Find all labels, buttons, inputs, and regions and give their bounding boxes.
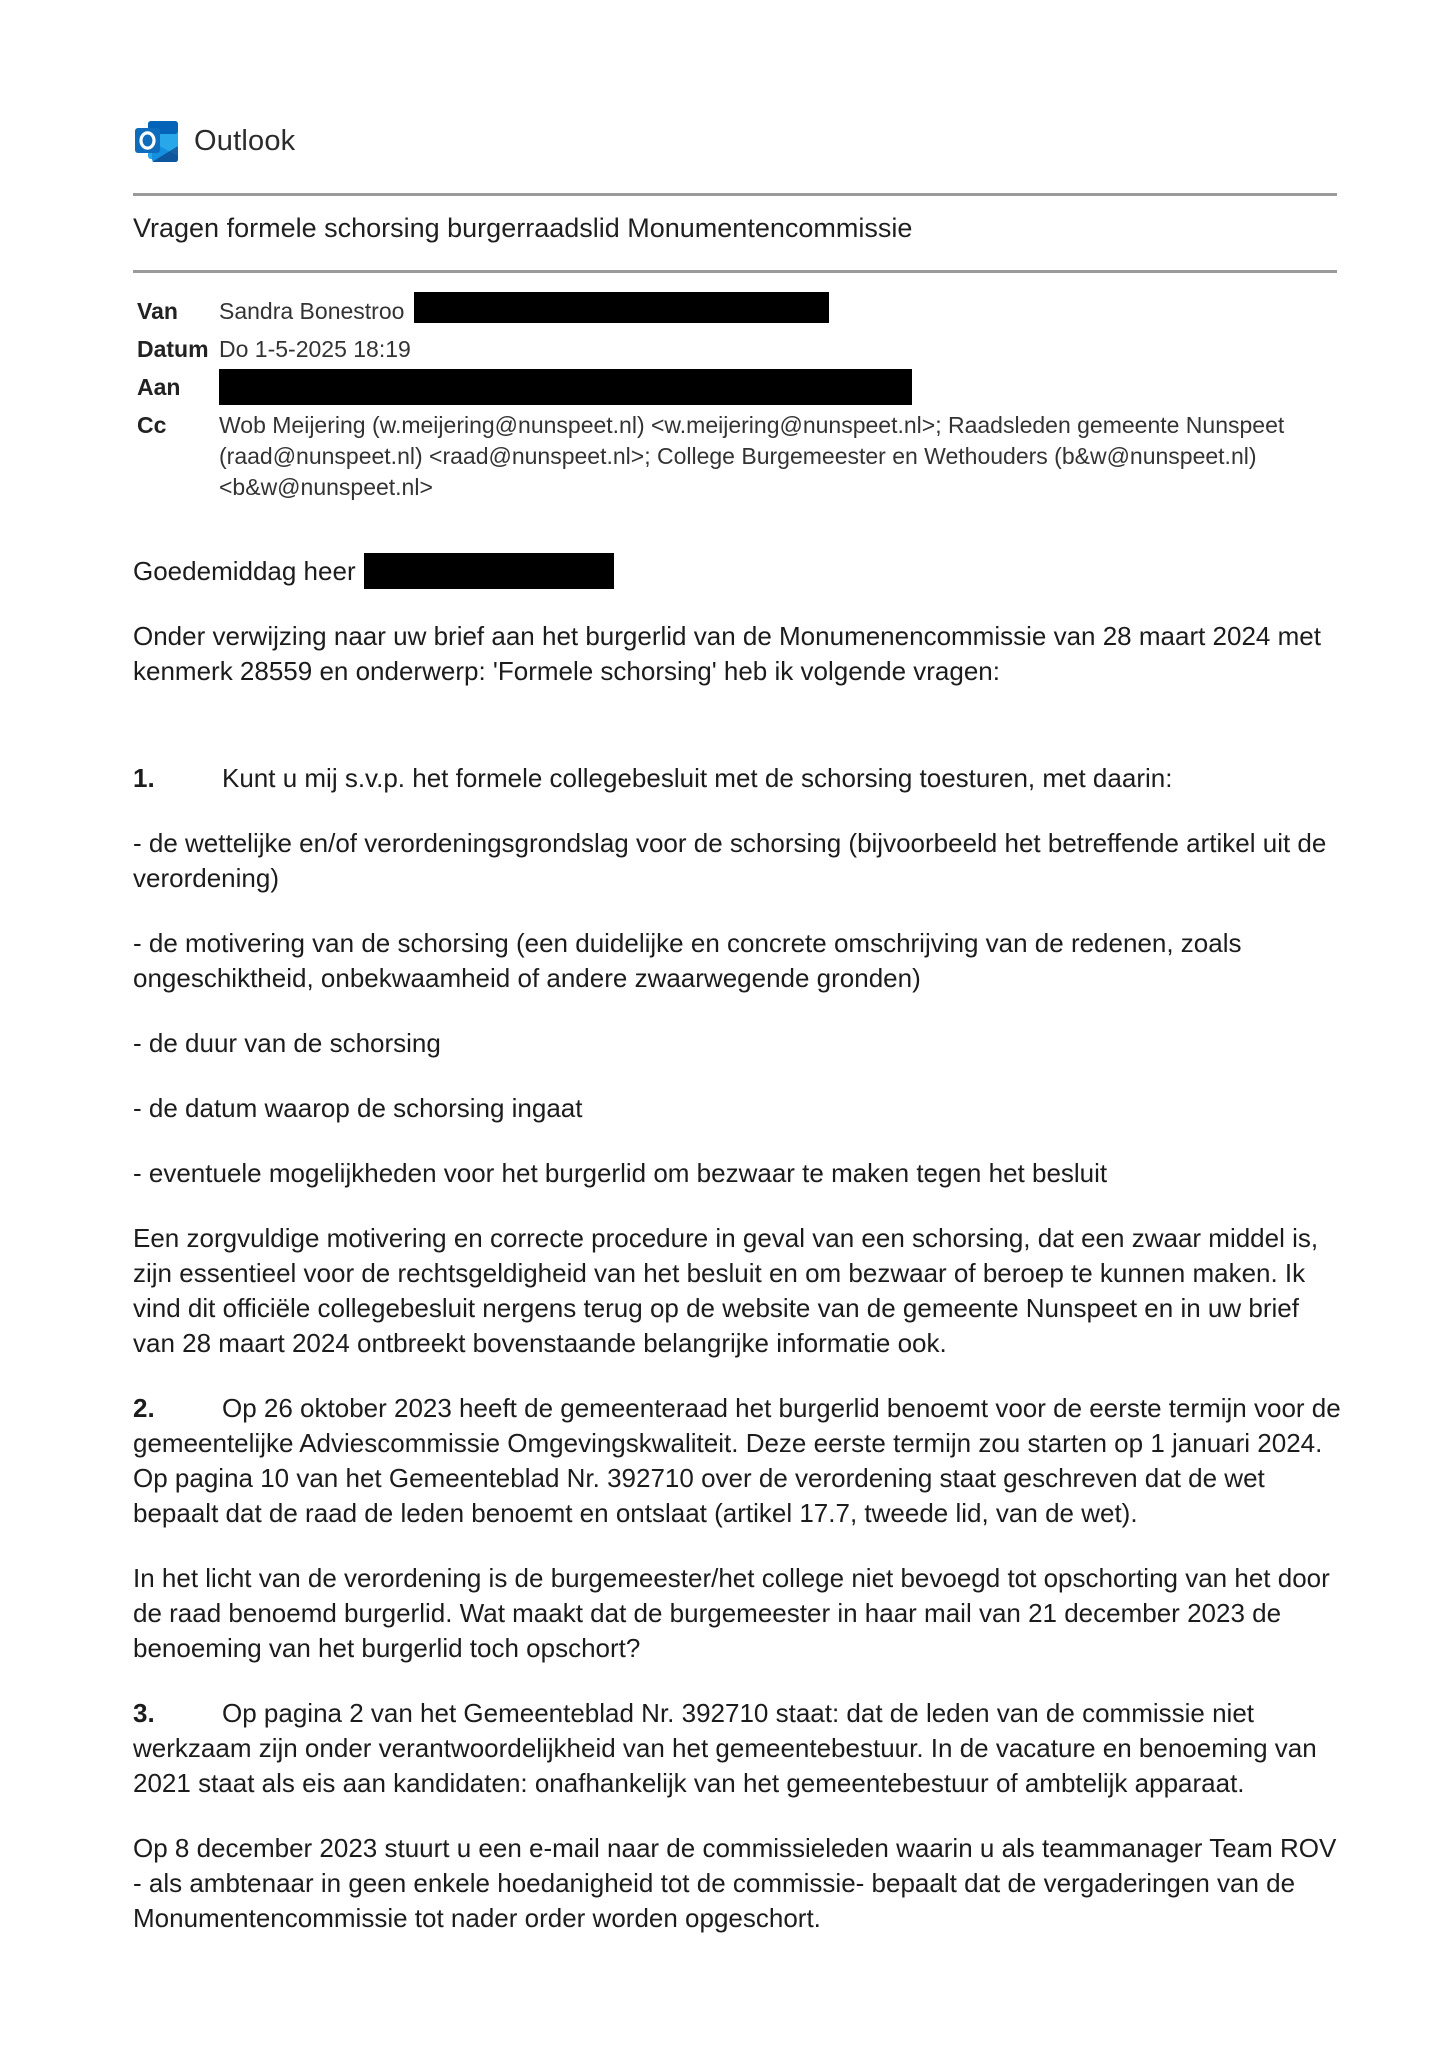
- question-2: [133, 1391, 1345, 1531]
- from-row: [137, 292, 1347, 330]
- to-row: [137, 368, 1347, 406]
- question-1: [133, 761, 1345, 796]
- divider: [133, 193, 1337, 196]
- greeting: Goedemiddag heer: [133, 555, 356, 586]
- question-text: Kunt u mij s.v.p. het formele collegebesluit met de schorsing toesturen, met daarin:: [222, 763, 1173, 793]
- paragraph: Een zorgvuldige motivering en correcte procedure in geval van een schorsing, dat een zwaar middel is, zijn essentieel voor de rechtsgeldigheid van het besluit en om bezwaar of beroep te kunnen maken. Ik vind dit officiële collegebesluit nergens terug op de website van de gemeente Nunspeet en in uw brief van 28 maart 2024 ontbreekt bovenstaande belangrijke informatie ook.: [133, 1223, 1319, 1358]
- email-body: [133, 553, 1345, 1936]
- to-label: Aan: [137, 374, 181, 400]
- sender-name: Sandra Bonestroo: [219, 298, 405, 324]
- cc-label: Cc: [137, 412, 167, 438]
- cc-recipients: Wob Meijering (w.meijering@nunspeet.nl) <w.meijering@nunspeet.nl>; Raadsleden gemeente Nunspeet (raad@nunspeet.nl) <raad@nunspeet.nl>; College Burgemeester en Wethouders (b&w@nunspeet.nl) <b&w@nunspeet.nl>: [219, 412, 1285, 500]
- list-item: - de datum waarop de schorsing ingaat: [133, 1093, 583, 1123]
- email-subject: Vragen formele schorsing burgerraadslid Monumentencommissie: [133, 213, 913, 243]
- app-name: Outlook: [194, 124, 296, 157]
- greeting-line: [133, 553, 1345, 589]
- question-text: Op pagina 2 van het Gemeenteblad Nr. 392710 staat: dat de leden van de commissie niet werkzaam zijn onder verantwoordelijkheid van het gemeentebestuur. In de vacature en benoeming van 2021 staat als eis aan kandidaten: onafhankelijk van het gemeentebestuur of ambtelijk apparaat.: [133, 1698, 1317, 1798]
- list-item: - de wettelijke en/of verordeningsgrondslag voor de schorsing (bijvoorbeeld het betreffende artikel uit de verordening): [133, 828, 1327, 893]
- divider: [133, 270, 1337, 273]
- list-item: - de duur van de schorsing: [133, 1028, 441, 1058]
- outlook-header: [134, 118, 295, 164]
- date-row: [137, 330, 1347, 368]
- from-label: Van: [137, 298, 178, 324]
- paragraph: Op 8 december 2023 stuurt u een e-mail naar de commissieleden waarin u als teammanager Team ROV - als ambtenaar in geen enkele hoedanigheid tot de commissie- bepaalt dat de vergaderingen van de Monumentencommissie tot nader order worden opgeschort.: [133, 1833, 1337, 1933]
- list-item: - eventuele mogelijkheden voor het burgerlid om bezwaar te maken tegen het besluit: [133, 1158, 1108, 1188]
- question-3: [133, 1696, 1345, 1801]
- intro-paragraph: Onder verwijzing naar uw brief aan het burgerlid van de Monumenencommissie van 28 maart 2024 met kenmerk 28559 en onderwerp: 'Formele schorsing' heb ik volgende vragen:: [133, 621, 1321, 686]
- redaction-bar: [364, 553, 614, 589]
- list-item: - de motivering van de schorsing (een duidelijke en concrete omschrijving van de redenen, zoals ongeschiktheid, onbekwaamheid of andere zwaarwegende gronden): [133, 928, 1242, 993]
- redaction-bar: [219, 369, 912, 405]
- question-number: 2.: [133, 1393, 155, 1423]
- cc-row: [137, 406, 1347, 503]
- question-number: 1.: [133, 763, 155, 793]
- outlook-logo-icon: [134, 118, 180, 164]
- redaction-bar: [414, 292, 829, 323]
- question-text: Op 26 oktober 2023 heeft de gemeenteraad het burgerlid benoemt voor de eerste termijn voor de gemeentelijke Adviescommissie Omgevingskwaliteit. Deze eerste termijn zou starten op 1 januari 2024. Op pagina 10 van het Gemeenteblad Nr. 392710 over de verordening staat geschreven dat de wet bepaalt dat de raad de leden benoemt en ontslaat (artikel 17.7, tweede lid, van de wet).: [133, 1393, 1341, 1528]
- date-value: Do 1-5-2025 18:19: [219, 336, 411, 362]
- paragraph: In het licht van de verordening is de burgemeester/het college niet bevoegd tot opschorting van het door de raad benoemd burgerlid. Wat maakt dat de burgemeester in haar mail van 21 december 2023 de benoeming van het burgerlid toch opschort?: [133, 1563, 1330, 1663]
- email-header-fields: [137, 292, 1347, 503]
- date-label: Datum: [137, 336, 209, 362]
- question-number: 3.: [133, 1698, 155, 1728]
